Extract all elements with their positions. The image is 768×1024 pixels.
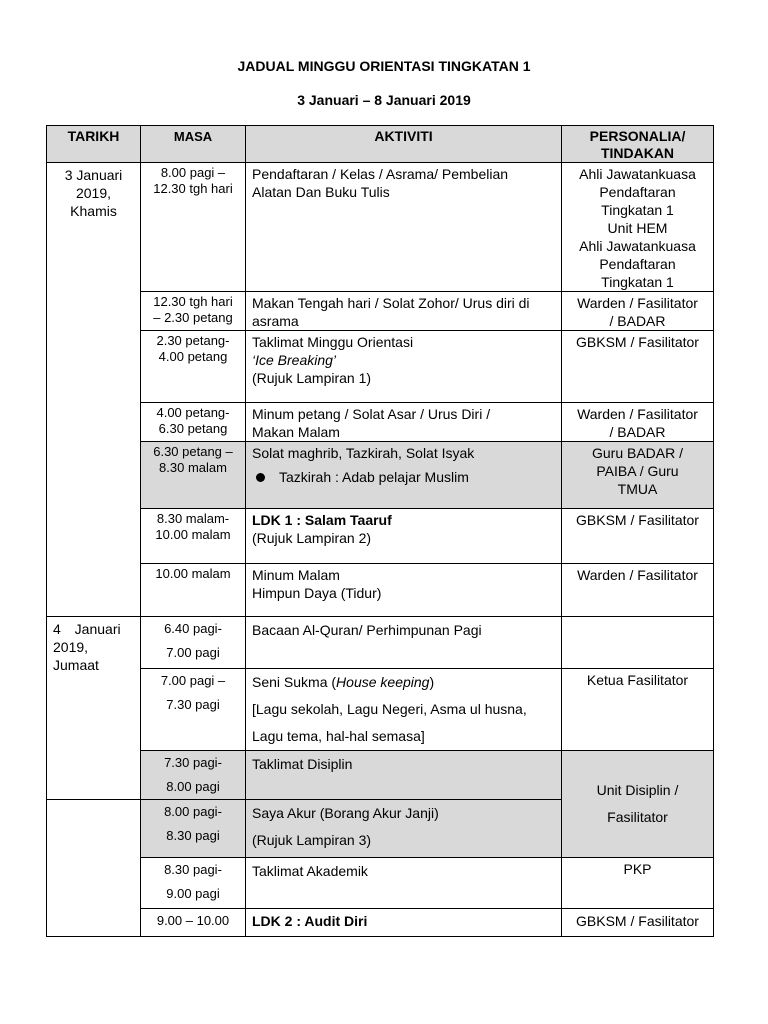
personnel-cell — [562, 909, 714, 937]
time-cell — [141, 909, 246, 937]
activity-cell — [246, 669, 562, 751]
personnel-cell — [562, 163, 714, 292]
personnel-line: GBKSM / Fasilitator — [576, 913, 699, 929]
header-personalia-line1: PERSONALIA/ — [589, 128, 686, 144]
time-cell — [141, 564, 246, 617]
personnel-cell — [562, 564, 714, 617]
activity-line: Makan Malam — [252, 424, 340, 440]
personnel-cell — [562, 858, 714, 909]
activity-line: Taklimat Disiplin — [252, 756, 353, 772]
activity-cell — [246, 331, 562, 403]
activity-line: Solat maghrib, Tazkirah, Solat Isyak — [252, 445, 475, 461]
activity-text-italic: House keeping — [336, 674, 430, 690]
date-line: Khamis — [70, 203, 117, 219]
personnel-line: Guru BADAR / — [591, 445, 684, 461]
table-row — [47, 617, 714, 669]
header-personalia — [562, 126, 714, 163]
time-line: 12.30 tgh hari — [153, 294, 233, 309]
personnel-line: / BADAR — [609, 424, 666, 440]
personnel-cell — [562, 669, 714, 751]
personnel-line: GBKSM / Fasilitator — [576, 512, 699, 528]
date-cell-day2 — [47, 617, 141, 800]
personnel-line: Ahli Jawatankuasa — [579, 166, 696, 182]
time-line: 8.00 pagi- — [164, 804, 222, 819]
time-cell — [141, 403, 246, 442]
personnel-line: Pendaftaran — [599, 256, 676, 272]
activity-cell — [246, 751, 562, 800]
personnel-cell-empty — [562, 617, 714, 669]
activity-cell — [246, 858, 562, 909]
time-line: 8.30 pagi- — [164, 862, 222, 877]
activity-line: (Rujuk Lampiran 3) — [252, 832, 372, 848]
time-cell — [141, 163, 246, 292]
schedule-table — [46, 125, 714, 937]
header-masa: MASA — [141, 126, 246, 163]
activity-line: Bacaan Al-Quran/ Perhimpunan Pagi — [252, 622, 482, 638]
activity-line: Alatan Dan Buku Tulis — [252, 184, 390, 200]
time-line: 8.30 malam- — [156, 511, 230, 526]
personnel-line: Ketua Fasilitator — [586, 672, 689, 688]
personnel-line: Ahli Jawatankuasa — [579, 238, 696, 254]
personnel-line: Warden / Fasilitator — [577, 295, 698, 311]
time-line: 9.00 pagi — [166, 886, 220, 901]
time-line: 12.30 tgh hari — [153, 181, 233, 196]
table-row — [47, 669, 714, 751]
personnel-line: GBKSM / Fasilitator — [576, 334, 699, 350]
activity-line: Himpun Daya (Tidur) — [252, 585, 382, 601]
activity-line: (Rujuk Lampiran 1) — [252, 370, 372, 386]
table-row — [47, 909, 714, 937]
date-cell-empty — [47, 800, 141, 937]
table-row — [47, 403, 714, 442]
time-line: 7.30 pagi — [166, 697, 220, 712]
personnel-cell — [562, 509, 714, 564]
bullet-item — [252, 468, 555, 486]
personnel-line: TMUA — [617, 481, 658, 497]
time-line: 10.00 malam — [155, 566, 231, 581]
activity-cell — [246, 292, 562, 331]
date-line: 3 Januari — [64, 167, 123, 183]
personnel-cell — [562, 751, 714, 858]
activity-line: Makan Tengah hari / Solat Zohor/ Urus diri di — [252, 295, 530, 311]
table-row — [47, 331, 714, 403]
date-line: 2019, — [75, 185, 112, 201]
time-line: 6.30 petang – — [153, 444, 233, 459]
time-cell — [141, 751, 246, 800]
activity-cell — [246, 909, 562, 937]
personnel-cell — [562, 331, 714, 403]
date-cell-day1 — [47, 163, 141, 617]
activity-line: Tazkirah : Adab pelajar Muslim — [279, 469, 469, 485]
time-line: 10.00 malam — [155, 527, 231, 542]
personnel-line: Tingkatan 1 — [601, 202, 674, 218]
activity-line: ‘Ice Breaking’ — [252, 352, 337, 368]
personnel-line: Warden / Fasilitator — [577, 567, 698, 583]
activity-text: ) — [429, 674, 435, 690]
table-row — [47, 442, 714, 509]
activity-line: [Lagu sekolah, Lagu Negeri, Asma ul husna, — [252, 701, 527, 717]
personnel-cell — [562, 403, 714, 442]
time-cell — [141, 800, 246, 858]
table-row — [47, 564, 714, 617]
date-line: 4 Januari — [53, 621, 121, 637]
personnel-line: Pendaftaran — [599, 184, 676, 200]
activity-line: (Rujuk Lampiran 2) — [252, 530, 372, 546]
time-line: 4.00 petang — [158, 349, 228, 364]
activity-cell — [246, 442, 562, 509]
activity-cell — [246, 163, 562, 292]
activity-line: Minum Malam — [252, 567, 340, 583]
activity-cell — [246, 564, 562, 617]
time-cell — [141, 858, 246, 909]
header-personalia-line2: TINDAKAN — [600, 145, 675, 161]
activity-line: Taklimat Akademik — [252, 863, 368, 879]
time-cell — [141, 617, 246, 669]
personnel-line: PKP — [623, 861, 652, 877]
time-line: 7.00 pagi — [166, 645, 220, 660]
personnel-cell — [562, 292, 714, 331]
activity-line — [252, 669, 555, 696]
activity-cell — [246, 403, 562, 442]
time-line: 6.30 petang — [158, 421, 228, 436]
time-cell — [141, 509, 246, 564]
activity-line: Minum petang / Solat Asar / Urus Diri / — [252, 406, 491, 422]
activity-cell — [246, 509, 562, 564]
personnel-line: Warden / Fasilitator — [577, 406, 698, 422]
activity-line: Taklimat Minggu Orientasi — [252, 334, 414, 350]
table-row — [47, 858, 714, 909]
document-subtitle: 3 Januari – 8 Januari 2019 — [297, 92, 471, 108]
time-line: 8.00 pagi — [166, 779, 220, 794]
personnel-line: Tingkatan 1 — [601, 274, 674, 290]
activity-text: Seni Sukma ( — [252, 674, 337, 690]
table-row — [47, 163, 714, 292]
time-line: 8.00 pagi – — [160, 165, 226, 180]
time-line: 7.00 pagi – — [160, 673, 226, 688]
activity-line: Pendaftaran / Kelas / Asrama/ Pembelian — [252, 166, 509, 182]
time-cell — [141, 669, 246, 751]
activity-line: asrama — [252, 313, 299, 329]
activity-line: LDK 2 : Audit Diri — [252, 913, 368, 929]
personnel-line: Unit HEM — [607, 220, 668, 236]
personnel-line: / BADAR — [609, 313, 666, 329]
activity-cell — [246, 800, 562, 858]
date-line: 2019, — [53, 639, 89, 655]
activity-line: Saya Akur (Borang Akur Janji) — [252, 805, 439, 821]
time-line: 6.40 pagi- — [164, 621, 222, 636]
activity-line: Lagu tema, hal-hal semasa] — [252, 728, 425, 744]
table-row — [47, 292, 714, 331]
personnel-cell — [562, 442, 714, 509]
time-line: 2.30 petang- — [156, 333, 230, 348]
table-row — [47, 509, 714, 564]
time-cell — [141, 292, 246, 331]
personnel-line: Fasilitator — [607, 809, 668, 825]
time-line: – 2.30 petang — [153, 310, 233, 325]
personnel-line: PAIBA / Guru — [596, 463, 679, 479]
header-aktiviti: AKTIVITI — [246, 126, 562, 163]
date-line: Jumaat — [53, 657, 99, 673]
document-title: JADUAL MINGGU ORIENTASI TINGKATAN 1 — [237, 58, 531, 74]
table-row — [47, 751, 714, 800]
table-header-row — [47, 126, 714, 163]
time-line: 9.00 – 10.00 — [156, 913, 230, 928]
time-line: 8.30 pagi — [166, 828, 220, 843]
time-line: 4.00 petang- — [156, 405, 230, 420]
bullet-dot-icon — [256, 473, 265, 482]
activity-cell — [246, 617, 562, 669]
time-line: 7.30 pagi- — [164, 755, 222, 770]
activity-line: LDK 1 : Salam Taaruf — [252, 512, 392, 528]
time-cell — [141, 331, 246, 403]
header-tarikh: TARIKH — [47, 126, 141, 163]
time-line: 8.30 malam — [159, 460, 227, 475]
personnel-line: Unit Disiplin / — [596, 782, 679, 798]
time-cell — [141, 442, 246, 509]
